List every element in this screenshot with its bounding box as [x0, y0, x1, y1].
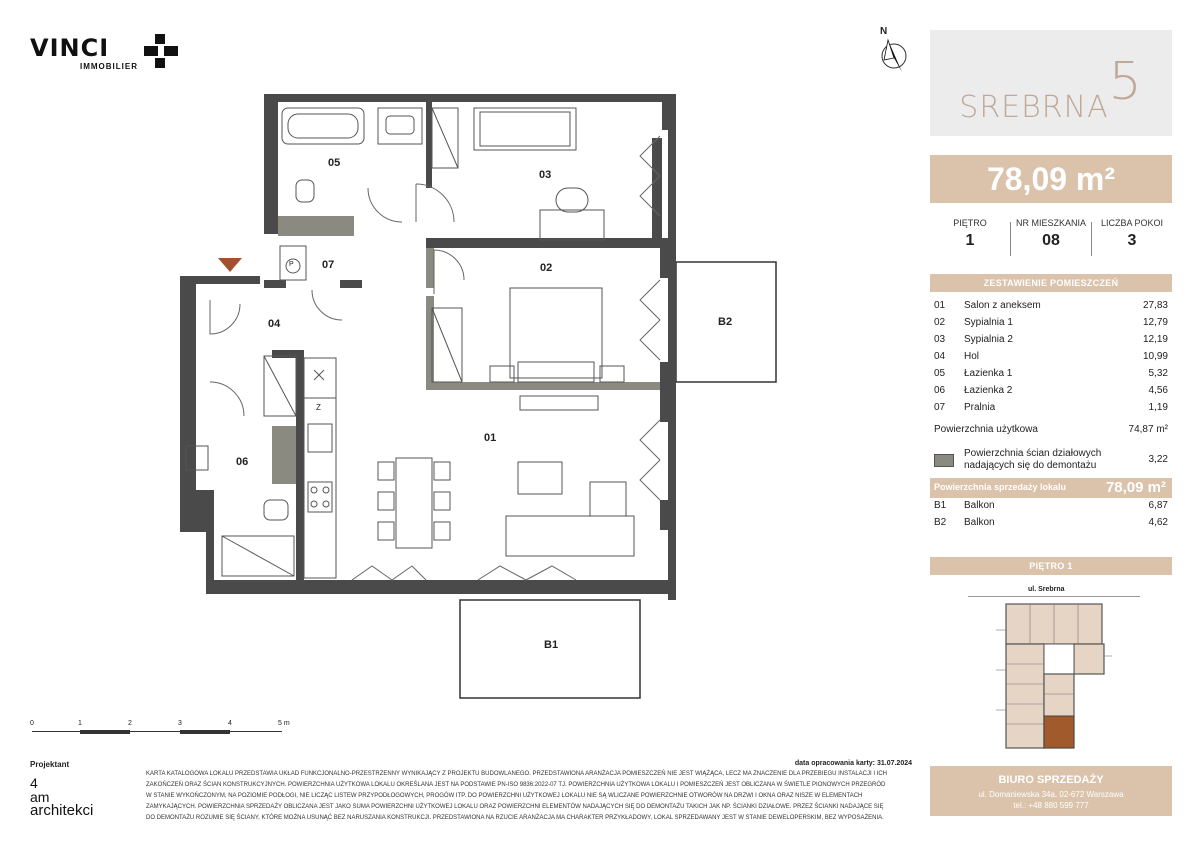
scale-tick-label: 2 — [128, 720, 132, 727]
disclaimer-line: ZAMYKAJĄCYCH. POWIERZCHNIA SPRZEDAŻY OBLICZANA JEST JAKO SUMA POWIERZCHNI UŻYTKOWEJ LOKALU ORAZ POWIERZCHNI ELEMENTÓW NADAJĄCYCH SIĘ DO DEMONTAŻU TAKICH JAK NP. ŚCIANKI DZIAŁOWE. PRZEZ ŚCIANKI NADAJĄCE SIĘ — [146, 804, 884, 810]
balcony-number: B1 — [934, 500, 947, 511]
room-label-07: 07 — [322, 259, 335, 271]
room-name: Sypialnia 2 — [964, 334, 1013, 345]
room-label-01: 01 — [484, 432, 497, 444]
usable-value: 74,87 m² — [1128, 424, 1168, 435]
usable-label: Powierzchnia użytkowa — [934, 424, 1038, 435]
list-item — [934, 500, 1168, 516]
room-number: 06 — [934, 385, 946, 396]
scale-segment — [180, 730, 230, 734]
brand-box — [930, 30, 1172, 136]
living-room-furniture — [378, 396, 634, 556]
architect-line-2: am — [30, 789, 50, 805]
architect-logo — [30, 776, 93, 818]
scale-tick-label: 5 m — [278, 720, 290, 727]
list-item — [934, 385, 1168, 401]
list-item — [934, 368, 1168, 384]
scale-tick-label: 4 — [228, 720, 232, 727]
room-number: 04 — [934, 351, 946, 362]
windows — [352, 136, 660, 580]
scale-tick-label: 3 — [178, 720, 182, 727]
list-item — [934, 334, 1168, 350]
rooms-header: ZESTAWIENIE POMIESZCZEŃ — [930, 274, 1172, 292]
kitchen-fixtures — [304, 358, 336, 578]
room-label-b2: B2 — [718, 316, 733, 328]
room-number: 01 — [934, 300, 946, 311]
room-name: Łazienka 2 — [964, 385, 1013, 396]
laundry-label: P — [289, 261, 294, 268]
stat-value: 08 — [1042, 232, 1060, 249]
room-area: 27,83 — [1142, 300, 1168, 311]
room-number: 03 — [934, 334, 946, 345]
stat-value: 3 — [1127, 232, 1137, 249]
scale-segment — [32, 731, 282, 732]
stat-rooms — [1092, 218, 1172, 250]
building-keyplan — [966, 586, 1142, 756]
brand-number: 5 — [1108, 52, 1143, 112]
stats-row — [930, 218, 1172, 258]
room-area: 10,99 — [1142, 351, 1168, 362]
wall-label-2: nadających się do demontażu — [964, 460, 1097, 471]
balcony-area: 6,87 — [1148, 500, 1168, 511]
sale-label: Powierzchnia sprzedaży lokalu — [934, 482, 1067, 492]
floor-header: PIĘTRO 1 — [930, 557, 1172, 575]
room-area: 12,79 — [1142, 317, 1168, 328]
disclaimer-line: DO DEMONTAŻU ROZUMIE SIĘ ŚCIANY, KTÓRE MOŻNA USUNĄĆ BEZ NARUSZANIA KONSTRUKCJI. PRZEDSTAWIONA NA RZUCIE ARANŻACJA MA CHARAKTER PRZYKŁADOWY, LOKAL SPRZEDAWANY JEST W STANIE DEWELOPERSKIM, BEZ WYPOSAŻENIA. — [146, 815, 884, 821]
scale-segment — [80, 730, 130, 734]
balcony-name: Balkon — [964, 500, 995, 511]
keyplan-drawing — [996, 600, 1116, 752]
room-name: Hol — [964, 351, 980, 362]
list-item — [934, 351, 1168, 367]
balcony-number: B2 — [934, 517, 947, 528]
card-date: data opracowania karty: 31.07.2024 — [794, 760, 912, 767]
stat-label: NR MIESZKANIA — [1015, 218, 1086, 228]
stat-label: PIĘTRO — [953, 218, 987, 228]
room-name: Łazienka 1 — [964, 368, 1013, 379]
scale-tick-label: 1 — [78, 720, 82, 727]
list-item — [934, 300, 1168, 316]
room-label-02: 02 — [540, 262, 553, 274]
area-badge: 78,09 m² — [930, 155, 1172, 203]
wall-value: 3,22 — [1148, 454, 1168, 465]
room-name: Salon z aneksem — [964, 300, 1041, 311]
room-label-03: 03 — [539, 169, 552, 181]
architect-line-3: architekci — [30, 802, 94, 819]
scale-tick-label: 0 — [30, 720, 34, 727]
street-label: ul. Srebrna — [1028, 586, 1065, 593]
disclaimer-line: W STANIE WYKOŃCZONYM, NA POZIOMIE PODŁOGI, NIE LICZĄC LISTEW PRZYPODŁOGOWYCH, PROGÓW ITP. DO POWIERZCHNI UŻYTKOWEJ LOKALU NIE SĄ WLICZANE POWIERZCHNIE OTWORÓW NA DRZWI I OKNA ORAZ NISZE W ELEMENTACH — [146, 793, 863, 799]
projektant-label: Projektant — [30, 760, 70, 769]
wall-label-1: Powierzchnia ścian działowych — [964, 448, 1102, 459]
room-label-04: 04 — [268, 318, 281, 330]
stat-value: 1 — [965, 232, 975, 249]
entrance-marker — [218, 258, 242, 272]
room-area: 12,19 — [1142, 334, 1168, 345]
sales-office — [930, 766, 1172, 816]
fridge-label: Z — [316, 403, 321, 412]
office-phone[interactable]: tel.: +48 880 599 777 — [1013, 801, 1089, 810]
room-number: 07 — [934, 402, 946, 413]
logo-name: VINCI — [30, 34, 110, 62]
brand-name: SREBRNA — [959, 90, 1109, 125]
room-label-06: 06 — [236, 456, 249, 468]
architect-line-1: 4 — [30, 775, 38, 791]
office-address[interactable]: ul. Domaniewska 34a, 02-672 Warszawa — [978, 790, 1124, 799]
balcony-name: Balkon — [964, 517, 995, 528]
stat-apartment — [1011, 218, 1091, 250]
office-title: BIURO SPRZEDAŻY — [998, 774, 1104, 786]
list-item — [934, 402, 1168, 418]
room-number: 05 — [934, 368, 946, 379]
room-number: 02 — [934, 317, 946, 328]
disclaimer-line: ZAKOŃCZEŃ ORAZ ŚCIAN KONSTRUKCYJNYCH. POWIERZCHNIA UŻYTKOWA LOKALU OKREŚLANA JEST NA PODSTAWIE PN-ISO 9836:2022-07 TJ. POWIERZCHNIA UŻYTKOWA LOKALU I POMIESZCZEŃ JEST OBLICZANA W ŚWIETLE PIONOWYCH PRZEGRÓD — [146, 782, 886, 788]
disclaimer-line: KARTA KATALOGOWA LOKALU PRZEDSTAWIA UKŁAD FUNKCJONALNO-PRZESTRZENNY WYNIKAJĄCY Z PROJEKTU BUDOWLANEGO. PRZEDSTAWIONA ARANŻACJA POMIESZCZEŃ NIE JEST WIĄŻĄCA, LECZ MA ZNACZENIE DLA PRZEBIEGU INSTALACJI I ICH — [146, 771, 888, 777]
list-item — [934, 517, 1168, 533]
room-area: 1,19 — [1148, 402, 1168, 413]
usable-area-row — [934, 424, 1168, 440]
street-line — [968, 596, 1140, 597]
bedroom-1-furniture — [432, 288, 624, 382]
stat-floor — [930, 218, 1010, 250]
scale-bar — [30, 720, 300, 740]
disclaimer — [146, 769, 916, 824]
list-item — [934, 317, 1168, 333]
sale-value: 78,09 m² — [1105, 479, 1166, 496]
brand-title — [930, 52, 1172, 130]
sale-area-bar — [930, 478, 1172, 498]
demolition-walls-row — [934, 448, 1168, 478]
room-area: 5,32 — [1148, 368, 1168, 379]
stat-label: LICZBA POKOI — [1100, 218, 1164, 228]
wall-swatch — [934, 454, 954, 467]
compass-label: N — [880, 26, 888, 37]
room-name: Sypialnia 1 — [964, 317, 1013, 328]
room-name: Pralnia — [964, 402, 996, 413]
room-label-b1: B1 — [544, 639, 559, 651]
logo-sub: IMMOBILIER — [80, 62, 138, 71]
room-area: 4,56 — [1148, 385, 1168, 396]
room-label-05: 05 — [328, 157, 341, 169]
balcony-area: 4,62 — [1148, 517, 1168, 528]
